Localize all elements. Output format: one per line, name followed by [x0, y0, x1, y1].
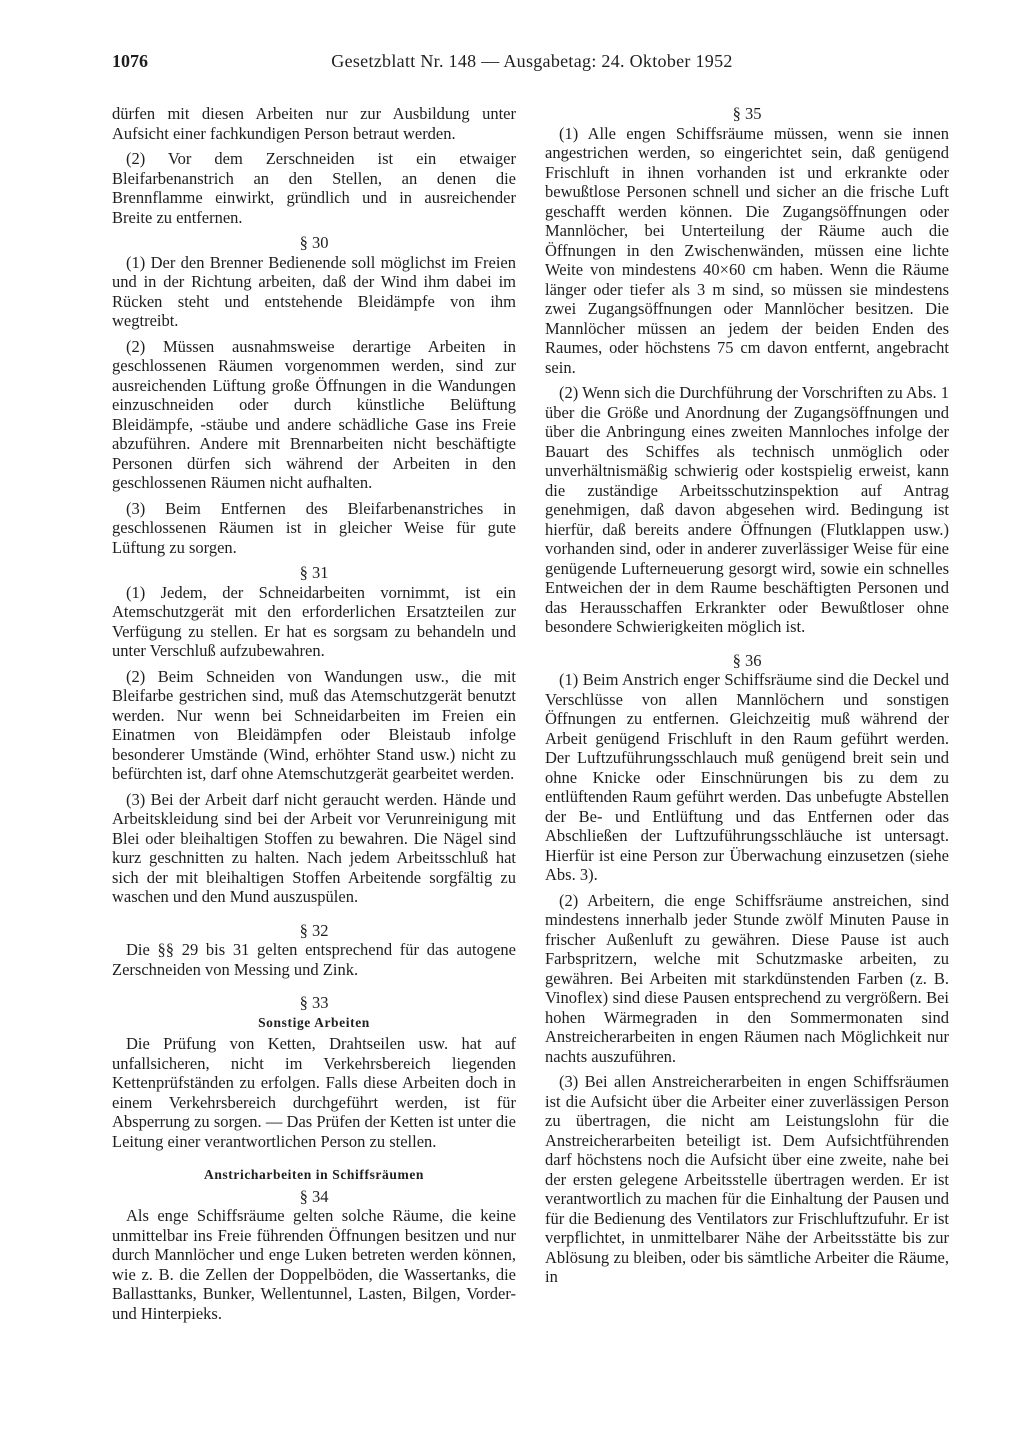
paragraph: (2) Müssen ausnahmsweise derartige Arbeiten in geschlossenen Räumen vorgenommen werden, sind zur ausreichenden Lüftung große Öffnungen in die Wandungen einzuschneiden oder durch künstliche Belüftung Bleidämpfe, -stäube und andere schädliche Gase ins Freie abzuführen. Andere mit Brennarbeiten nicht beschäftigte Personen dürfen sich während der Arbeiten in den geschlossenen Räumen nicht aufhalten.: [112, 336, 516, 492]
paragraph: (3) Bei allen Anstreicherarbeiten in engen Schiffsräumen ist die Aufsicht über die Arbeiter einer zuverlässigen Person zu übertragen, die nicht am Leistungslohn für die Anstreicherarbeiten beteiligt ist. Dem Aufsichtführenden darf höchstens noch die Aufsicht über eine zweite, nahe bei der ersten gelegene Arbeitsstelle übertragen werden. Er ist verantwortlich zu machen für die Einhaltung der Pausen und für die Bedienung des Ventilators zur Frischluftzufuhr. Er ist verpflichtet, in unmittelbarer Nähe der Arbeitsstätte bis zur Ablösung zu bleiben, oder bis sämtliche Arbeiter die Räume, in: [545, 1072, 949, 1286]
paragraph: (1) Der den Brenner Bedienende soll möglichst im Freien und in der Richtung arbeiten, daß der Wind ihm dabei im Rücken steht und entstehende Bleidämpfe von ihm wegtreibt.: [112, 252, 516, 330]
paragraph: (2) Beim Schneiden von Wandungen usw., die mit Bleifarbe gestrichen sind, muß das Atemschutzgerät benutzt werden. Nur wenn bei Schneidarbeiten im Freien ein Einatmen von Bleidämpfen oder Bleistaub infolge besonderer Umstände (Wind, erhöhter Stand usw.) nicht zu befürchten ist, darf ohne Atemschutzgerät gearbeitet werden.: [112, 666, 516, 783]
section-heading-31: § 31: [299, 563, 329, 582]
paragraph: Die Prüfung von Ketten, Drahtseilen usw. hat auf unfallsicheren, nicht im Verkehrsbereich liegenden Kettenprüfständen zu erfolgen. Falls diese Arbeiten doch in einem Verkehrsbereich durchgeführt werden, ist für Absperrung zu sorgen. — Das Prüfen der Ketten ist unter die Leitung einer verantwortlichen Person zu stellen.: [112, 1034, 516, 1151]
section-heading-34: § 34: [299, 1186, 329, 1206]
subsection-title: Anstricharbeiten in Schiffsräumen: [203, 1167, 425, 1182]
paragraph: Die §§ 29 bis 31 gelten entsprechend für das autogene Zerschneiden von Messing und Zink.: [112, 940, 516, 979]
section-heading-33: § 33: [299, 993, 329, 1012]
section-heading-30: § 30: [299, 233, 329, 252]
page-number: 1076: [112, 51, 148, 71]
paragraph: (1) Jedem, der Schneidarbeiten vornimmt, ist ein Atemschutzgerät mit den erforderlichen Ersatzteilen zur Verfügung zu stellen. Er hat es sorgsam zu behandeln und unter Verschluß aufzubewahren.: [112, 582, 516, 660]
subsection-title: Sonstige Arbeiten: [258, 1014, 370, 1030]
gazette-title: Gesetzblatt Nr. 148 — Ausgabetag: 24. Oktober 1952: [331, 51, 733, 71]
paragraph: (2) Wenn sich die Durchführung der Vorschriften zu Abs. 1 über die Größe und Anordnung der Zugangsöffnungen und über die Anbringung eines zweiten Mannloches infolge der Bauart des Schiffes als technisch unmöglich oder unverhältnismäßig schwierig oder kostspielig erweist, kann die zuständige Arbeitsschutzinspektion auf Antrag genehmigen, daß davon abgesehen wird. Bedingung ist hierfür, daß bereits andere Öffnungen (Flutklappen usw.) vorhanden sind, oder in anderer zuverlässiger Weise für eine genügende Lufterneuerung gesorgt wird, sowie ein schnelles Entweichen der in dem Raume beschäftigten Personen und das Herausschaffen Erkrankter oder Bewußtloser ohne besondere Schwierigkeiten möglich ist.: [545, 383, 950, 636]
paragraph: (2) Vor dem Zerschneiden ist ein etwaiger Bleifarbenanstrich an den Stellen, an denen die Brennflamme einwirkt, gründlich und in ausreichender Breite zu entfernen.: [112, 149, 516, 227]
section-heading-36: § 36: [732, 650, 762, 670]
left-column: [112, 104, 516, 1329]
right-column: [545, 104, 949, 1293]
paragraph: Als enge Schiffsräume gelten solche Räume, die keine unmittelbar ins Freie führenden Öffnungen besitzen und nur durch Mannlöcher und enge Luken betreten werden können, wie z. B. die Zellen der Doppelböden, die Wassertanks, die Ballasttanks, Bunker, Wellentunnel, Lasten, Bilgen, Vorder- und Hinterpieks.: [112, 1206, 516, 1323]
page-header: [112, 50, 952, 76]
paragraph: (2) Arbeitern, die enge Schiffsräume anstreichen, sind mindestens innerhalb jeder Stunde zwölf Minuten Pause in frischer Außenluft zu gewähren. Diese Pause ist auch Farbspritzern, welche mit Schutzmaske arbeiten, zu gewähren. Bei Arbeiten mit starkdünstenden Farben (z. B. Vinoflex) sind diese Pausen entsprechend zu vergrößern. Bei hohen Wärmegraden in den Sommermonaten sind Anstreicherarbeiten in engen Räumen nach Möglichkeit nur nachts auszuführen.: [545, 890, 949, 1066]
paragraph: (3) Beim Entfernen des Bleifarbenanstriches in geschlossenen Räumen ist in gleicher Weise für gute Lüftung zu sorgen.: [112, 498, 516, 557]
paragraph: (1) Alle engen Schiffsräume müssen, wenn sie innen angestrichen werden, so eingerichtet sein, daß genügend Frischluft in ihnen vorhanden ist und erkrankte oder bewußtlose Personen schnell und sicher an die frische Luft geschafft werden können. Die Zugangsöffnungen oder Mannlöcher, bei Unterteilung der Räume auch die Öffnungen in den Zwischenwänden, müssen eine lichte Weite von mindestens 40×60 cm haben. Wenn die Räume länger oder tiefer als 3 m sind, so müssen sie mindestens zwei Zugangsöffnungen oder Mannlöcher besitzen. Die Mannlöcher müssen an jedem der beiden Enden des Raumes, oder höchstens 75 cm davon entfernt, angebracht sein.: [545, 123, 949, 377]
paragraph: dürfen mit diesen Arbeiten nur zur Ausbildung unter Aufsicht einer fachkundigen Person betraut werden.: [112, 104, 516, 143]
section-heading-35: § 35: [732, 104, 762, 123]
paragraph: (1) Beim Anstrich enger Schiffsräume sind die Deckel und Verschlüsse von allen Mannlöchern und sonstigen Öffnungen zu entfernen. Gleichzeitig muß während der Arbeit genügend Frischluft in den Raum geführt werden. Der Luftzuführungsschlauch muß genügend breit sein und ohne Knicke oder Einschnürungen bis zu dem zu entlüftenden Raum geführt werden. Das unbefugte Abstellen der Be- und Entlüftung und das Entfernen oder das Abschließen der Luftzuführungsschläuche ist untersagt. Hierfür ist eine Person zur Überwachung einzusetzen (siehe Abs. 3).: [545, 670, 949, 884]
paragraph: (3) Bei der Arbeit darf nicht geraucht werden. Hände und Arbeitskleidung sind bei der Arbeit vor Verunreinigung mit Blei oder bleihaltigen Stoffen zu bewahren. Die Nägel sind kurz geschnitten zu halten. Nach jedem Arbeitsschluß hat sich der mit bleihaltigen Stoffen Arbeitende sorgfältig zu waschen und den Mund auszuspülen.: [112, 789, 516, 906]
section-heading-32: § 32: [299, 920, 329, 940]
